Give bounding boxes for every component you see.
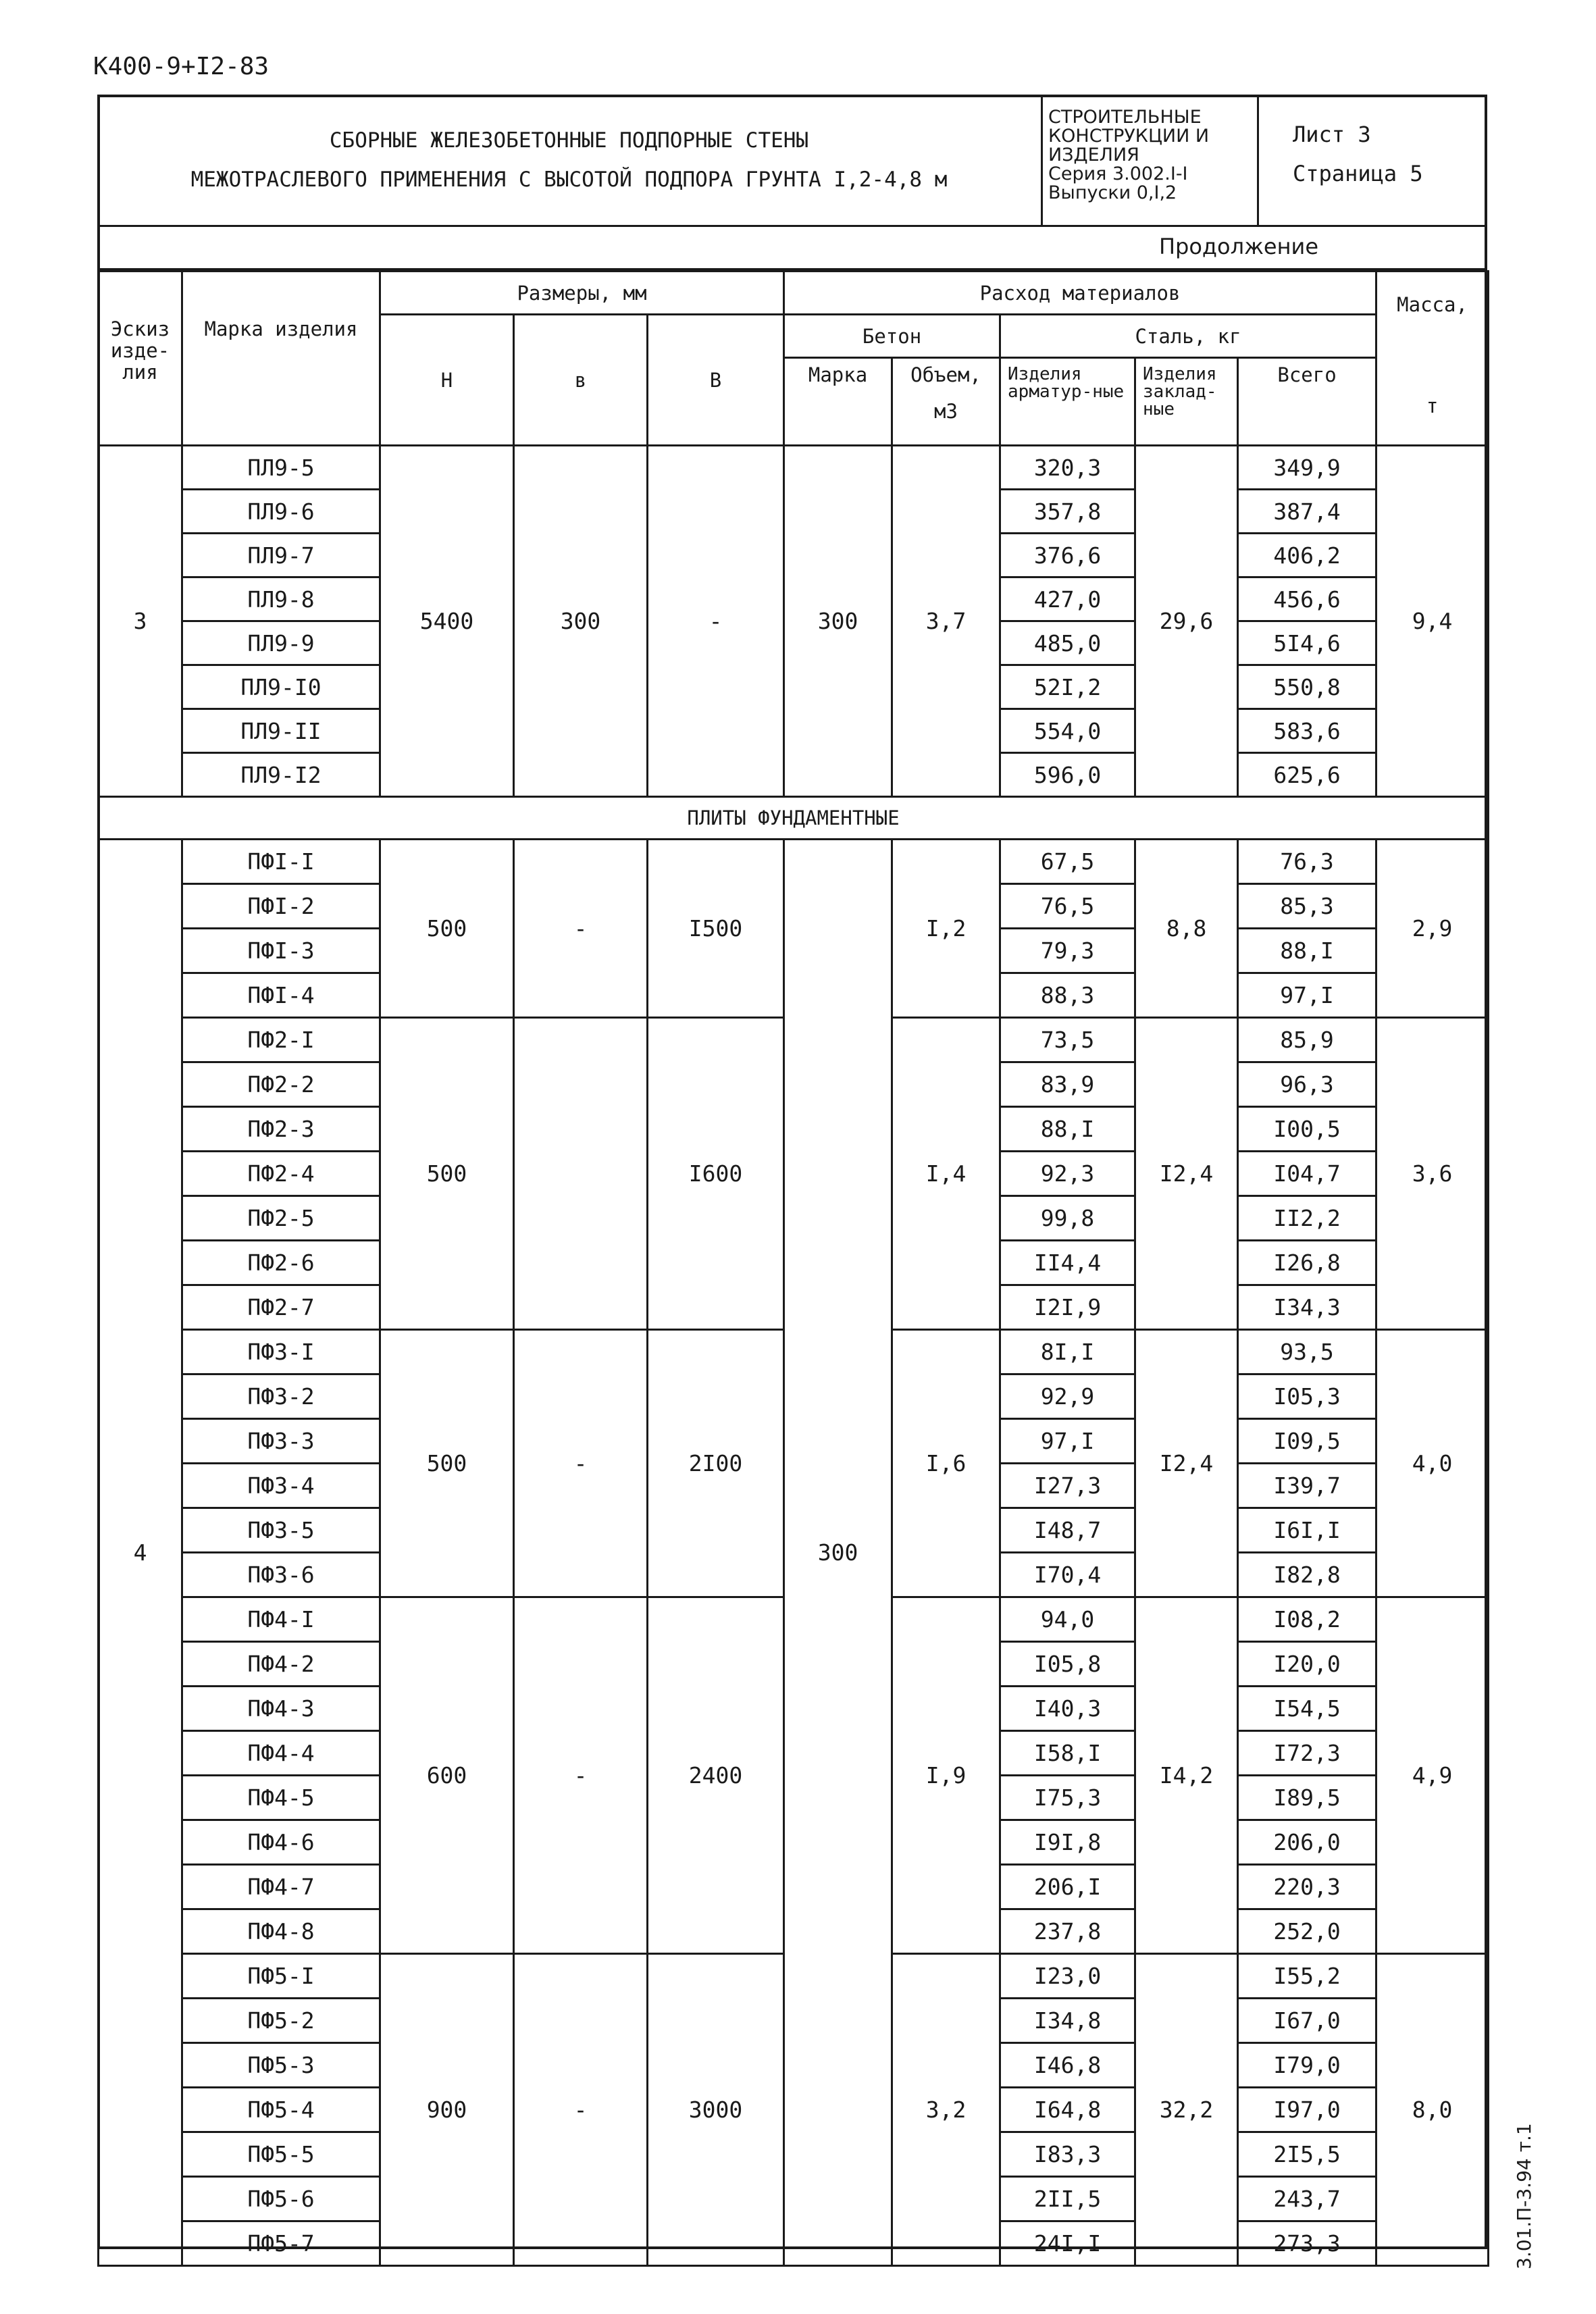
document-code: К400-9+I2-83 (93, 53, 269, 80)
concrete-volume: I,2 (892, 840, 1000, 1018)
header-steel-total: Всего (1238, 358, 1376, 446)
materials-table (97, 270, 1489, 2267)
header-steel-rebar: Изделия арматур-ные (1000, 358, 1135, 446)
steel-embedded: I4,2 (1135, 1597, 1238, 1954)
steel-rebar: I64,8 (1000, 2088, 1135, 2132)
product-mark: ПФ2-6 (182, 1241, 380, 1285)
product-mark: ПФ4-8 (182, 1909, 380, 1954)
product-mark: ПФI-2 (182, 884, 380, 929)
steel-embedded: 8,8 (1135, 840, 1238, 1018)
steel-rebar: I40,3 (1000, 1687, 1135, 1731)
header-steel-embedded: Изделия заклад-ные (1135, 358, 1238, 446)
steel-rebar: I27,3 (1000, 1464, 1135, 1508)
header-volume-label: Объем, (910, 363, 981, 386)
concrete-mark: 300 (784, 840, 892, 2266)
steel-total: 93,5 (1238, 1330, 1376, 1374)
steel-rebar: I23,0 (1000, 1954, 1135, 1999)
steel-rebar: 73,5 (1000, 1018, 1135, 1062)
steel-rebar: I83,3 (1000, 2132, 1135, 2177)
size-b: - (514, 1954, 648, 2266)
section-title: ПЛИТЫ ФУНДАМЕНТНЫЕ (99, 797, 1489, 840)
product-mark: ПФ2-2 (182, 1062, 380, 1107)
product-mark: ПФ4-5 (182, 1776, 380, 1820)
size-H: 500 (380, 1330, 514, 1597)
steel-total: 243,7 (1238, 2177, 1376, 2221)
steel-rebar: 8I,I (1000, 1330, 1135, 1374)
steel-rebar: 79,3 (1000, 929, 1135, 973)
header-materials: Расход материалов (784, 272, 1376, 315)
document-title (97, 95, 1043, 225)
steel-total: I54,5 (1238, 1687, 1376, 1731)
steel-rebar: 88,3 (1000, 973, 1135, 1018)
header-concrete: Бетон (784, 315, 1000, 358)
product-mark: ПФ4-4 (182, 1731, 380, 1776)
sheet-number: Лист 3 (1293, 122, 1371, 147)
product-mark: ПФ5-7 (182, 2221, 380, 2266)
steel-total: 85,3 (1238, 884, 1376, 929)
steel-total: 5I4,6 (1238, 621, 1376, 665)
size-B: I500 (648, 840, 784, 1018)
size-H: 500 (380, 840, 514, 1018)
steel-embedded: 32,2 (1135, 1954, 1238, 2266)
header-sketch: Эскиз изде-лия (99, 272, 182, 446)
product-mark: ПФ3-4 (182, 1464, 380, 1508)
header-H: Н (380, 315, 514, 446)
steel-total: I55,2 (1238, 1954, 1376, 1999)
header-b: в (514, 315, 648, 446)
steel-rebar: 485,0 (1000, 621, 1135, 665)
continuation-label: Продолжение (1158, 234, 1318, 259)
concrete-volume: 3,7 (892, 446, 1000, 797)
product-mark: ПФ2-7 (182, 1285, 380, 1330)
steel-rebar: 206,I (1000, 1865, 1135, 1909)
product-mark: ПЛ9-8 (182, 577, 380, 621)
steel-rebar: I34,8 (1000, 1999, 1135, 2043)
series-line: КОНСТРУКЦИИ И (1048, 126, 1210, 147)
steel-rebar: I05,8 (1000, 1642, 1135, 1687)
product-mark: ПЛ9-6 (182, 490, 380, 534)
steel-rebar: I75,3 (1000, 1776, 1135, 1820)
product-mark: ПЛ9-9 (182, 621, 380, 665)
steel-total: I08,2 (1238, 1597, 1376, 1642)
header-B: В (648, 315, 784, 446)
steel-total: 583,6 (1238, 709, 1376, 753)
mass-value: 3,6 (1376, 1018, 1489, 1330)
concrete-volume: I,4 (892, 1018, 1000, 1330)
steel-total: I09,5 (1238, 1419, 1376, 1464)
sketch-number: 4 (99, 840, 182, 2266)
product-mark: ПЛ9-7 (182, 534, 380, 577)
steel-total: 206,0 (1238, 1820, 1376, 1865)
mass-value: 4,0 (1376, 1330, 1489, 1597)
product-mark: ПФ3-6 (182, 1553, 380, 1597)
product-mark: ПФI-I (182, 840, 380, 884)
steel-total: I6I,I (1238, 1508, 1376, 1553)
steel-rebar: I70,4 (1000, 1553, 1135, 1597)
steel-rebar: 67,5 (1000, 840, 1135, 884)
steel-rebar: 76,5 (1000, 884, 1135, 929)
product-mark: ПФ2-5 (182, 1196, 380, 1241)
steel-total: II2,2 (1238, 1196, 1376, 1241)
mass-value: 2,9 (1376, 840, 1489, 1018)
size-b: - (514, 840, 648, 1018)
mass-value: 9,4 (1376, 446, 1489, 797)
steel-total: 387,4 (1238, 490, 1376, 534)
series-line: Выпуски 0,I,2 (1048, 182, 1177, 203)
steel-total: 550,8 (1238, 665, 1376, 709)
header-mark: Марка изделия (182, 272, 380, 446)
steel-rebar: I46,8 (1000, 2043, 1135, 2088)
size-H: 5400 (380, 446, 514, 797)
steel-rebar: 94,0 (1000, 1597, 1135, 1642)
product-mark: ПФ2-3 (182, 1107, 380, 1152)
steel-total: 625,6 (1238, 753, 1376, 797)
size-B: 2I00 (648, 1330, 784, 1597)
product-mark: ПЛ9-II (182, 709, 380, 753)
size-b: - (514, 1597, 648, 1954)
header-mass (1376, 272, 1489, 446)
size-B: - (648, 446, 784, 797)
steel-embedded: I2,4 (1135, 1018, 1238, 1330)
steel-rebar: 99,8 (1000, 1196, 1135, 1241)
product-mark: ПЛ9-I0 (182, 665, 380, 709)
steel-total: 97,I (1238, 973, 1376, 1018)
product-mark: ПФ2-4 (182, 1152, 380, 1196)
product-mark: ПФ4-6 (182, 1820, 380, 1865)
product-mark: ПФ4-3 (182, 1687, 380, 1731)
steel-rebar: 52I,2 (1000, 665, 1135, 709)
steel-total: 273,3 (1238, 2221, 1376, 2266)
product-mark: ПФ3-3 (182, 1419, 380, 1464)
steel-rebar: 237,8 (1000, 1909, 1135, 1954)
steel-total: 2I5,5 (1238, 2132, 1376, 2177)
product-mark: ПФ4-2 (182, 1642, 380, 1687)
product-mark: ПФ3-5 (182, 1508, 380, 1553)
title-line-2: МЕЖОТРАСЛЕВОГО ПРИМЕНЕНИЯ С ВЫСОТОЙ ПОДПОРА ГРУНТА I,2-4,8 м (190, 167, 948, 192)
concrete-volume: 3,2 (892, 1954, 1000, 2266)
mass-value: 4,9 (1376, 1597, 1489, 1954)
steel-total: I05,3 (1238, 1374, 1376, 1419)
steel-total: 96,3 (1238, 1062, 1376, 1107)
size-B: 3000 (648, 1954, 784, 2266)
steel-rebar: 92,9 (1000, 1374, 1135, 1419)
product-mark: ПФ2-I (182, 1018, 380, 1062)
steel-rebar: 376,6 (1000, 534, 1135, 577)
steel-total: I72,3 (1238, 1731, 1376, 1776)
steel-rebar: I9I,8 (1000, 1820, 1135, 1865)
steel-total: I97,0 (1238, 2088, 1376, 2132)
product-mark: ПФ4-7 (182, 1865, 380, 1909)
steel-total: I39,7 (1238, 1464, 1376, 1508)
steel-embedded: 29,6 (1135, 446, 1238, 797)
steel-total: 88,I (1238, 929, 1376, 973)
steel-rebar: 97,I (1000, 1419, 1135, 1464)
steel-rebar: 357,8 (1000, 490, 1135, 534)
sketch-number: 3 (99, 446, 182, 797)
steel-total: 406,2 (1238, 534, 1376, 577)
section-row (99, 797, 1489, 840)
mass-value: 8,0 (1376, 1954, 1489, 2266)
size-b: - (514, 1330, 648, 1597)
series-line: СТРОИТЕЛЬНЫЕ (1048, 107, 1202, 128)
steel-total: I79,0 (1238, 2043, 1376, 2088)
series-info (1043, 95, 1259, 225)
size-H: 600 (380, 1597, 514, 1954)
steel-rebar: 24I,I (1000, 2221, 1135, 2266)
steel-total: 220,3 (1238, 1865, 1376, 1909)
steel-rebar: 2II,5 (1000, 2177, 1135, 2221)
steel-total: I34,3 (1238, 1285, 1376, 1330)
steel-rebar: 83,9 (1000, 1062, 1135, 1107)
header-volume-unit: м3 (934, 400, 958, 423)
product-mark: ПФ5-I (182, 1954, 380, 1999)
product-mark: ПЛ9-I2 (182, 753, 380, 797)
steel-total: I82,8 (1238, 1553, 1376, 1597)
steel-total: 76,3 (1238, 840, 1376, 884)
steel-total: 349,9 (1238, 446, 1376, 490)
header-concrete-mark: Марка (784, 358, 892, 446)
header-mass-unit: т (1426, 394, 1439, 417)
steel-total: 85,9 (1238, 1018, 1376, 1062)
series-line: Серия 3.002.I-I (1048, 163, 1188, 184)
steel-rebar: 88,I (1000, 1107, 1135, 1152)
product-mark: ПФI-3 (182, 929, 380, 973)
steel-total: I89,5 (1238, 1776, 1376, 1820)
size-b: 300 (514, 446, 648, 797)
title-line-1: СБОРНЫЕ ЖЕЛЕЗОБЕТОННЫЕ ПОДПОРНЫЕ СТЕНЫ (329, 128, 809, 153)
steel-rebar: I58,I (1000, 1731, 1135, 1776)
product-mark: ПФ3-2 (182, 1374, 380, 1419)
continuation-bar (97, 227, 1487, 270)
steel-rebar: 320,3 (1000, 446, 1135, 490)
page-number: Страница 5 (1293, 161, 1423, 186)
steel-total: I67,0 (1238, 1999, 1376, 2043)
size-b (514, 1018, 648, 1330)
steel-rebar: 92,3 (1000, 1152, 1135, 1196)
steel-rebar: I2I,9 (1000, 1285, 1135, 1330)
title-block (97, 95, 1487, 227)
header-volume (892, 358, 1000, 446)
steel-rebar: 554,0 (1000, 709, 1135, 753)
steel-rebar: II4,4 (1000, 1241, 1135, 1285)
product-mark: ПЛ9-5 (182, 446, 380, 490)
header-steel: Сталь, кг (1000, 315, 1376, 358)
steel-total: I00,5 (1238, 1107, 1376, 1152)
table-row (99, 840, 1489, 884)
size-B: I600 (648, 1018, 784, 1330)
size-H: 500 (380, 1018, 514, 1330)
size-B: 2400 (648, 1597, 784, 1954)
steel-total: I26,8 (1238, 1241, 1376, 1285)
product-mark: ПФ3-I (182, 1330, 380, 1374)
sheet-info (1259, 95, 1487, 225)
steel-rebar: 596,0 (1000, 753, 1135, 797)
product-mark: ПФ5-5 (182, 2132, 380, 2177)
product-mark: ПФ5-4 (182, 2088, 380, 2132)
size-H: 900 (380, 1954, 514, 2266)
table-row (99, 446, 1489, 490)
product-mark: ПФ5-2 (182, 1999, 380, 2043)
steel-total: 456,6 (1238, 577, 1376, 621)
steel-total: I20,0 (1238, 1642, 1376, 1687)
steel-total: 252,0 (1238, 1909, 1376, 1954)
concrete-mark: 300 (784, 446, 892, 797)
steel-embedded: I2,4 (1135, 1330, 1238, 1597)
steel-rebar: I48,7 (1000, 1508, 1135, 1553)
header-sizes: Размеры, мм (380, 272, 784, 315)
header-mass-label: Масса, (1397, 293, 1468, 316)
product-mark: ПФI-4 (182, 973, 380, 1018)
concrete-volume: I,9 (892, 1597, 1000, 1954)
side-archive-code: 3.01.П-3.94 т.1 (1513, 2123, 1535, 2269)
product-mark: ПФ5-3 (182, 2043, 380, 2088)
product-mark: ПФ5-6 (182, 2177, 380, 2221)
product-mark: ПФ4-I (182, 1597, 380, 1642)
concrete-volume: I,6 (892, 1330, 1000, 1597)
steel-rebar: 427,0 (1000, 577, 1135, 621)
series-line: ИЗДЕЛИЯ (1048, 145, 1139, 165)
steel-total: I04,7 (1238, 1152, 1376, 1196)
